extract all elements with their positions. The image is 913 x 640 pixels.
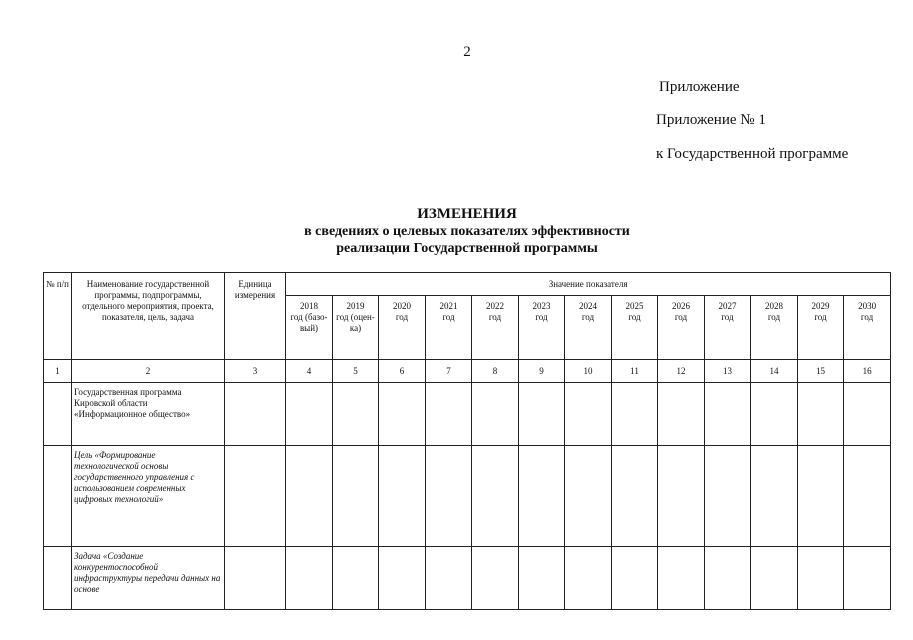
- column-number: 9: [519, 360, 565, 383]
- year-sub-label: год: [442, 312, 455, 322]
- column-number-row: [44, 360, 891, 383]
- value-cell: [565, 547, 612, 610]
- column-number: 5: [333, 360, 379, 383]
- year-header-2030: [844, 296, 891, 360]
- column-number: 14: [751, 360, 798, 383]
- value-cell: [658, 547, 705, 610]
- value-cell: [333, 547, 379, 610]
- year-sub-label: год: [628, 312, 641, 322]
- value-cell: [333, 446, 379, 547]
- year-label: 2025: [625, 301, 644, 311]
- value-cell: [519, 383, 565, 446]
- value-cell: [844, 383, 891, 446]
- row-number-cell: [44, 446, 72, 547]
- value-cell: [426, 446, 472, 547]
- year-label: 2020: [393, 301, 411, 311]
- year-sub-label: год: [488, 312, 502, 322]
- column-number: 10: [565, 360, 612, 383]
- value-cell: [751, 383, 798, 446]
- row-name-cell: Цель «Формирование технологической основы государственного управления с использованием современных цифровых технологий»: [72, 446, 225, 547]
- value-cell: [658, 446, 705, 547]
- value-cell: [844, 547, 891, 610]
- value-cell: [333, 383, 379, 446]
- page-number: 2: [463, 44, 471, 60]
- value-cell: [379, 446, 426, 547]
- column-number: 7: [426, 360, 472, 383]
- value-cell: [705, 446, 751, 547]
- year-header-2025: [612, 296, 658, 360]
- value-cell: [225, 547, 286, 610]
- year-label: 2030: [858, 301, 877, 311]
- value-cell: [565, 383, 612, 446]
- value-cell: [225, 383, 286, 446]
- header-value-group: Значение показателя: [286, 273, 891, 296]
- column-number: 13: [705, 360, 751, 383]
- document-title: [0, 206, 913, 257]
- title-heading: ИЗМЕНЕНИЯ: [417, 206, 517, 222]
- value-cell: [658, 383, 705, 446]
- year-label: 2024: [579, 301, 597, 311]
- year-sub-label: год: [860, 312, 874, 322]
- year-header-2027: [705, 296, 751, 360]
- value-cell: [472, 383, 519, 446]
- value-cell: [286, 547, 333, 610]
- year-header-2019: [333, 296, 379, 360]
- value-cell: [519, 446, 565, 547]
- row-number-cell: [44, 383, 72, 446]
- title-subheading-2: реализации Государственной программы: [336, 241, 598, 256]
- value-cell: [798, 446, 844, 547]
- value-cell: [705, 383, 751, 446]
- year-label: 2028: [765, 301, 783, 311]
- value-cell: [612, 383, 658, 446]
- value-cell: [286, 446, 333, 547]
- year-header-2028: [751, 296, 798, 360]
- year-sub-label: год (базо-вый): [290, 312, 328, 333]
- column-number: 4: [286, 360, 333, 383]
- year-label: 2026: [672, 301, 690, 311]
- table-row: [44, 547, 891, 610]
- row-number-cell: [44, 547, 72, 610]
- appendix-reference: к Государственной программе: [656, 146, 849, 162]
- column-number: 12: [658, 360, 705, 383]
- year-header-2022: [472, 296, 519, 360]
- indicators-table: [43, 272, 891, 610]
- value-cell: [379, 383, 426, 446]
- year-label: 2019: [346, 301, 365, 311]
- year-sub-label: год (оцен-ка): [336, 312, 375, 333]
- year-header-2024: [565, 296, 612, 360]
- year-header-2023: [519, 296, 565, 360]
- header-unit: Единица измерения: [225, 273, 286, 360]
- year-sub-label: год: [674, 312, 688, 322]
- value-cell: [751, 547, 798, 610]
- year-sub-label: год: [767, 312, 781, 322]
- year-label: 2023: [532, 301, 551, 311]
- value-cell: [751, 446, 798, 547]
- header-number: № п/п: [44, 273, 72, 360]
- value-cell: [798, 383, 844, 446]
- value-cell: [426, 547, 472, 610]
- column-number: 6: [379, 360, 426, 383]
- header-name: Наименование государственной программы, подпрограммы, отдельного мероприятия, проекта, показателя, цель, задача: [72, 273, 225, 360]
- appendix-label: Приложение: [659, 79, 740, 95]
- column-number: 3: [225, 360, 286, 383]
- value-cell: [519, 547, 565, 610]
- row-name-cell: Государственная программа Кировской области «Информационное общество»: [72, 383, 225, 446]
- column-number: 8: [472, 360, 519, 383]
- year-label: 2027: [718, 301, 737, 311]
- value-cell: [472, 446, 519, 547]
- year-sub-label: год: [581, 312, 595, 322]
- year-label: 2018: [300, 301, 318, 311]
- year-header-2021: [426, 296, 472, 360]
- title-subheading: в сведениях о целевых показателях эффективности: [304, 224, 630, 239]
- value-cell: [844, 446, 891, 547]
- year-header-2018: [286, 296, 333, 360]
- value-cell: [472, 547, 519, 610]
- value-cell: [612, 446, 658, 547]
- year-label: 2029: [811, 301, 830, 311]
- column-number: 2: [72, 360, 225, 383]
- column-number: 16: [844, 360, 891, 383]
- year-label: 2022: [486, 301, 504, 311]
- year-sub-label: год: [535, 312, 548, 322]
- table-body: [44, 383, 891, 610]
- year-sub-label: год: [721, 312, 734, 322]
- value-cell: [225, 446, 286, 547]
- value-cell: [705, 547, 751, 610]
- year-header-2020: [379, 296, 426, 360]
- table-row: [44, 446, 891, 547]
- value-cell: [286, 383, 333, 446]
- value-cell: [798, 547, 844, 610]
- column-number: 11: [612, 360, 658, 383]
- value-cell: [565, 446, 612, 547]
- value-cell: [379, 547, 426, 610]
- value-cell: [612, 547, 658, 610]
- appendix-number: Приложение № 1: [656, 112, 766, 128]
- table-row: [44, 383, 891, 446]
- year-sub-label: год: [814, 312, 827, 322]
- year-header-2026: [658, 296, 705, 360]
- row-name-cell: Задача «Создание конкурентоспособной инфраструктуры передачи данных на основе: [72, 547, 225, 610]
- value-cell: [426, 383, 472, 446]
- year-header-2029: [798, 296, 844, 360]
- column-number: 1: [44, 360, 72, 383]
- year-label: 2021: [439, 301, 458, 311]
- year-sub-label: год: [395, 312, 409, 322]
- column-number: 15: [798, 360, 844, 383]
